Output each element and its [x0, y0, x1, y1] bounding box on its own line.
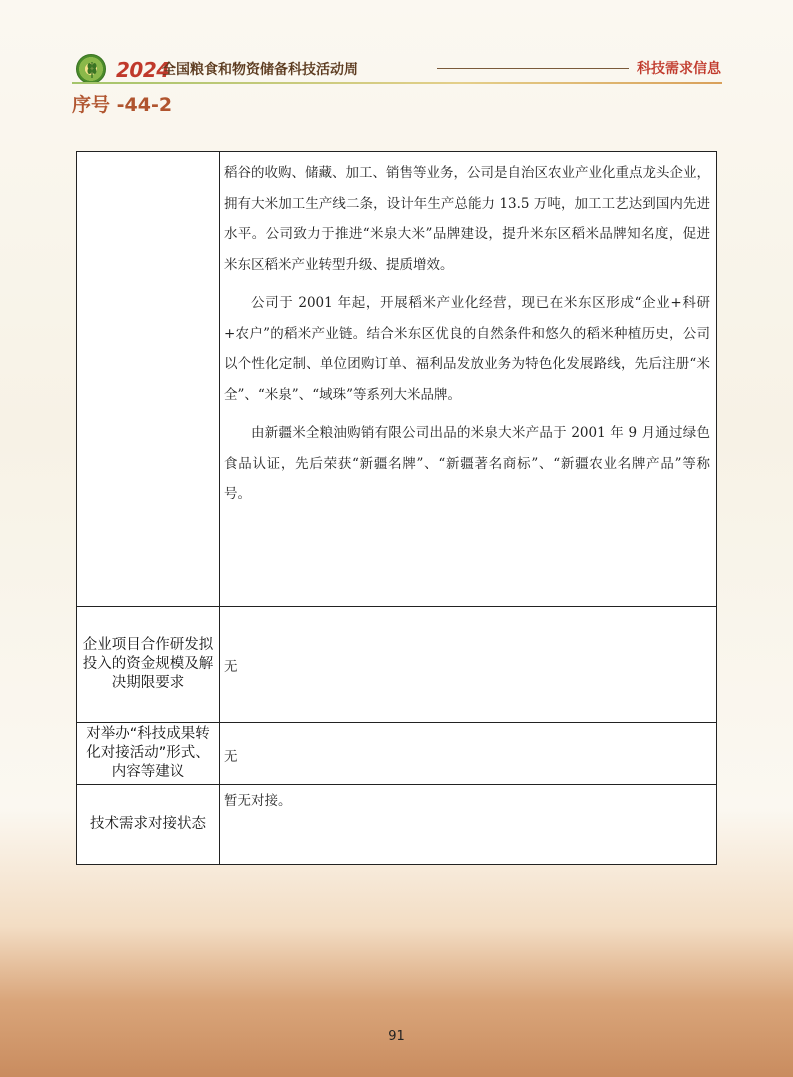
event-year: 2024: [116, 58, 170, 82]
suggestions-value: 无: [224, 749, 238, 765]
info-table: [76, 151, 717, 865]
page-number: 91: [388, 1029, 405, 1044]
page-header: [72, 48, 722, 88]
table-label-funding: 企业项目合作研发拟投入的资金规模及解决期限要求: [77, 607, 220, 722]
table-label-empty: [77, 152, 220, 606]
funding-content: [220, 607, 716, 722]
funding-value: 无: [224, 659, 238, 675]
grain-emblem-icon: [76, 54, 106, 84]
table-row-suggestions: [77, 723, 716, 785]
header-rule: [72, 82, 722, 84]
status-value: 暂无对接。: [224, 793, 292, 809]
section-tag: 科技需求信息: [637, 61, 721, 77]
company-intro-content: [220, 152, 716, 606]
table-label-suggestions: 对举办“科技成果转化对接活动”形式、内容等建议: [77, 723, 220, 784]
table-row-status: [77, 785, 716, 864]
event-title: 全国粮食和物资储备科技活动周: [162, 62, 358, 78]
table-row-funding: [77, 607, 716, 723]
intro-paragraph-2: 公司于 2001 年起，开展稻米产业化经营，现已在米东区形成“企业+科研+农户”的稻米产业链。结合米东区优良的自然条件和悠久的稻米种植历史，公司以个性化定制、单位团购订单、福利品发放业务为特色化发展路线，先后注册“米全”、“米泉”、“域珠”等系列大米品牌。: [224, 295, 710, 403]
table-row-company-intro: [77, 152, 716, 607]
header-divider-line: [437, 68, 629, 69]
suggestions-content: [220, 723, 716, 784]
serial-number: 序号 -44-2: [72, 94, 173, 116]
status-content: [220, 785, 716, 864]
intro-paragraph-3: 由新疆米全粮油购销有限公司出品的米泉大米产品于 2001 年 9 月通过绿色食品认证，先后荣获“新疆名牌”、“新疆著名商标”、“新疆农业名牌产品”等称号。: [224, 425, 710, 502]
intro-paragraph-1: 稻谷的收购、储藏、加工、销售等业务，公司是自治区农业产业化重点龙头企业，拥有大米加工生产线二条，设计年生产总能力 13.5 万吨，加工工艺达到国内先进水平。公司致力于推进“米泉大米”品牌建设，提升米东区稻米品牌知名度，促进米东区稻米产业转型升级、提质增效。: [224, 165, 710, 273]
table-label-status: 技术需求对接状态: [77, 785, 220, 864]
